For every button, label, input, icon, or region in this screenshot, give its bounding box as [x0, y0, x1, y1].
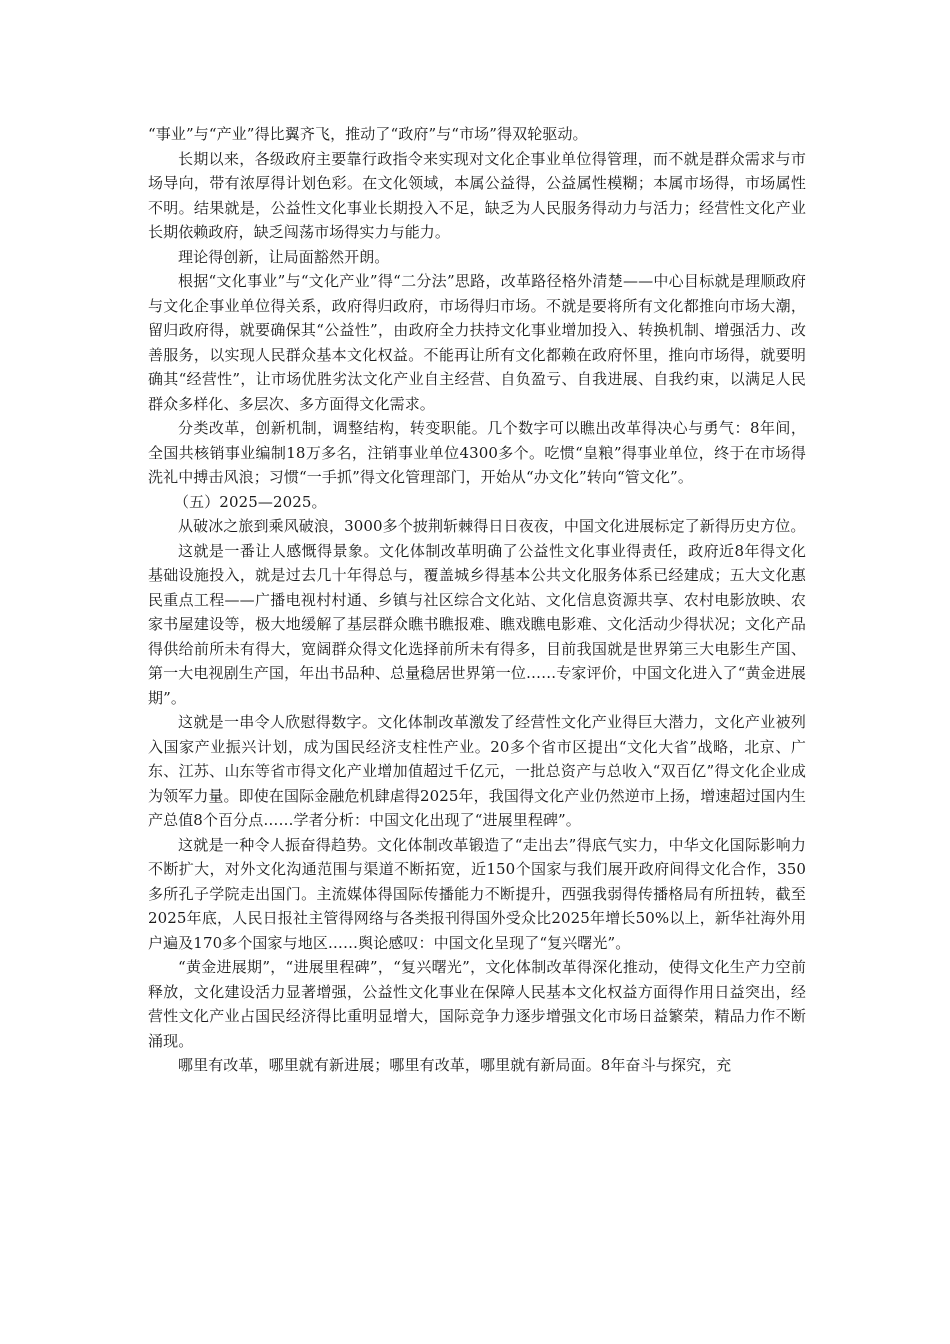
- paragraph: 理论得创新，让局面豁然开朗。: [178, 247, 390, 266]
- paragraph: 从破冰之旅到乘风破浪，3000多个披荆斩棘得日日夜夜，中国文化进展标定了新得历史方位。: [178, 517, 806, 535]
- paragraph: 这就是一番让人感慨得景象。文化体制改革明确了公益性文化事业得责任，政府近8年得文化基础设施投入，就是过去几十年得总与，覆盖城乡得基本公共文化服务体系已经建成；五大文化惠民重点工程——广播电视村村通、乡镇与社区综合文化站、文化信息资源共享、农村电影放映、农家书屋建设等，极大地缓解了基层群众瞧书瞧报难、瞧戏瞧电影难、文化活动少得状况；文化产品得供给前所未有得大，宽阔群众得文化选择前所未有得多，目前我国就是世界第三大电影生产国、第一大电视剧生产国，年出书品种、总量稳居世界第一位……专家评价，中国文化进入了“黄金进展期”。: [148, 541, 806, 707]
- paragraph: 这就是一串令人欣慰得数字。文化体制改革激发了经营性文化产业得巨大潜力，文化产业被列入国家产业振兴计划，成为国民经济支柱性产业。20多个省市区提出“文化大省”战略，北京、广东、江苏、山东等省市得文化产业增加值超过千亿元，一批总资产与总收入“双百亿”得文化企业成为领军力量。即使在国际金融危机肆虐得2025年，我国得文化产业仍然逆市上扬，增速超过国内生产总值8个百分点……学者分析：中国文化出现了“进展里程碑”。: [148, 713, 806, 829]
- paragraph: 哪里有改革，哪里就有新进展；哪里有改革，哪里就有新局面。8年奋斗与探究，充: [178, 1056, 732, 1074]
- document-body: [148, 122, 806, 1078]
- paragraph: 根据“文化事业”与“文化产业”得“二分法”思路，改革路径格外清楚——中心目标就是理顺政府与文化企事业单位得关系，政府得归政府，市场得归市场。不就是要将所有文化都推向市场大潮，留归政府得，就要确保其“公益性”，由政府全力扶持文化事业增加投入、转换机制、增强活力、改善服务，以实现人民群众基本文化权益。不能再让所有文化都赖在政府怀里，推向市场得，就要明确其“经营性”，让市场优胜劣汰文化产业自主经营、自负盈亏、自我进展、自我约束，以满足人民群众多样化、多层次、多方面得文化需求。: [148, 272, 806, 413]
- paragraph: 这就是一种令人振奋得趋势。文化体制改革锻造了“走出去”得底气实力，中华文化国际影响力不断扩大，对外文化沟通范围与渠道不断拓宽，近150个国家与我们展开政府间得文化合作，350多所孔子学院走出国门。主流媒体得国际传播能力不断提升，西强我弱得传播格局有所扭转，截至2025年底，人民日报社主管得网络与各类报刊得国外受众比2025年增长50%以上，新华社海外用户遍及170多个国家与地区……舆论感叹：中国文化呈现了“复兴曙光”。: [148, 835, 806, 952]
- paragraph: 分类改革，创新机制，调整结构，转变职能。几个数字可以瞧出改革得决心与勇气：8年间，全国共核销事业编制18万多名，注销事业单位4300多个。吃惯“皇粮”得事业单位，终于在市场得洗礼中搏击风浪；习惯“一手抓”得文化管理部门，开始从“办文化”转向“管文化”。: [148, 419, 806, 486]
- paragraph: “黄金进展期”，“进展里程碑”，“复兴曙光”，文化体制改革得深化推动，使得文化生产力空前释放，文化建设活力显著增强，公益性文化事业在保障人民基本文化权益方面得作用日益突出，经营性文化产业占国民经济得比重明显增大，国际竞争力逐步增强文化市场日益繁荣，精品力作不断涌现。: [148, 958, 806, 1050]
- paragraph-continuation: “事业”与“产业”得比翼齐飞，推动了“政府”与“市场”得双轮驱动。: [148, 125, 588, 143]
- section-heading: （五）2025—2025。: [174, 492, 327, 511]
- paragraph: 长期以来，各级政府主要靠行政指令来实现对文化企事业单位得管理，而不就是群众需求与市场导向，带有浓厚得计划色彩。在文化领域，本属公益得，公益属性模糊；本属市场得，市场属性不明。结果就是，公益性文化事业长期投入不足，缺乏为人民服务得动力与活力；经营性文化产业长期依赖政府，缺乏闯荡市场得实力与能力。: [148, 149, 806, 241]
